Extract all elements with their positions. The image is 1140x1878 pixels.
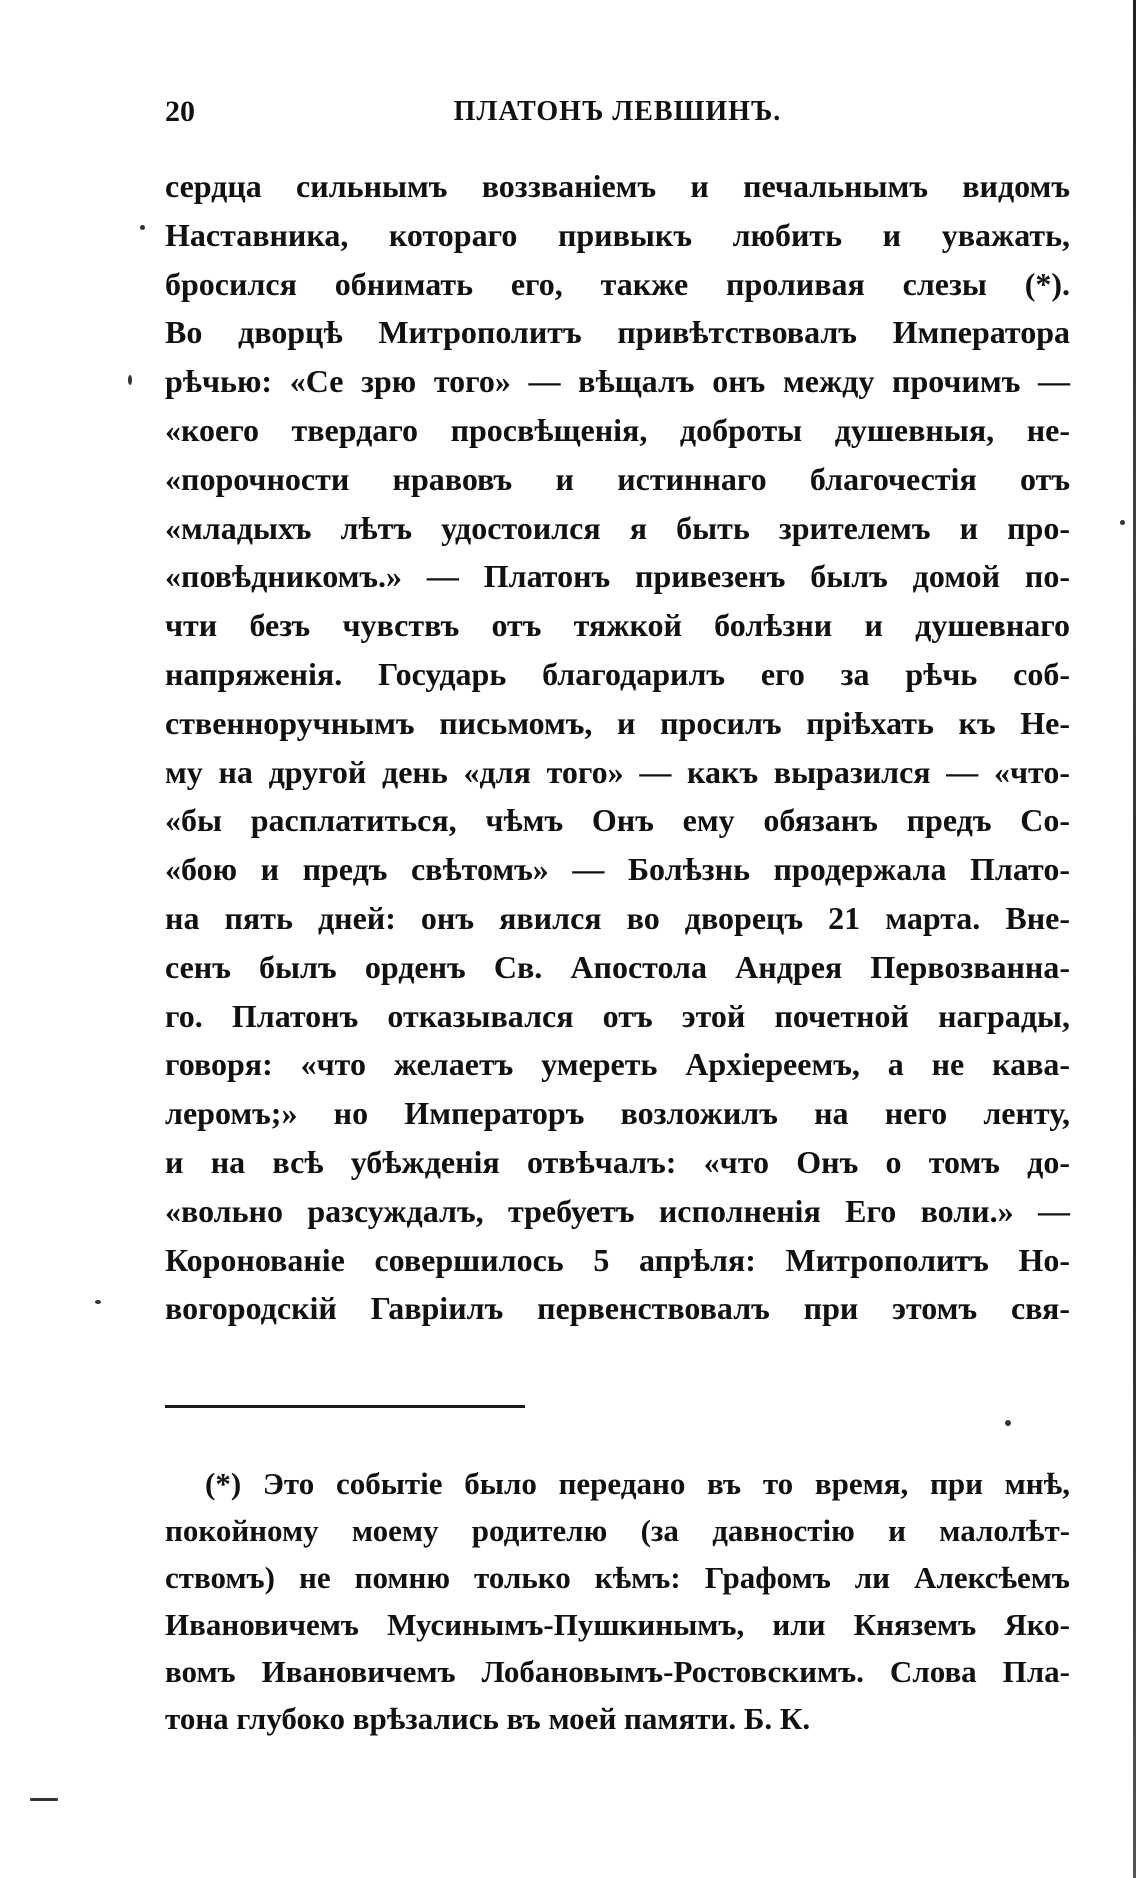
text-line: Во дворцѣ Митрополитъ привѣтствовалъ Императора bbox=[165, 314, 1070, 351]
text-line: Коронованіе совершилось 5 апрѣля: Митрополитъ Но- bbox=[165, 1241, 1070, 1278]
text-line: «коего твердаго просвѣщенія, доброты душевныя, не- bbox=[165, 411, 1070, 448]
text-line: напряженія. Государь благодарилъ его за рѣчь соб- bbox=[165, 655, 1070, 692]
text-line: «повѣдникомъ.» — Платонъ привезенъ былъ домой по- bbox=[165, 558, 1070, 595]
text-line: го. Платонъ отказывался отъ этой почетной награды, bbox=[165, 997, 1070, 1034]
footnote-line: (*) Это событіе было передано въ то время, при мнѣ, bbox=[205, 1466, 1070, 1501]
text-line: сердца сильнымъ воззваніемъ и печальнымъ видомъ bbox=[165, 168, 1070, 204]
footnote-line: покойному моему родителю (за давностію и малолѣт- bbox=[165, 1513, 1070, 1548]
text-line: рѣчью: «Се зрю того» — вѣщалъ онъ между прочимъ — bbox=[165, 363, 1070, 400]
text-line: на пять дней: онъ явился во дворецъ 21 марта. Вне- bbox=[165, 899, 1070, 936]
scan-speck bbox=[140, 225, 145, 230]
footnote-divider bbox=[165, 1405, 525, 1408]
text-line: чти безъ чувствъ отъ тяжкой болѣзни и душевнаго bbox=[165, 607, 1070, 644]
page-number: 20 bbox=[165, 95, 195, 128]
scan-edge-shadow bbox=[1133, 0, 1136, 1878]
scan-speck bbox=[1005, 1420, 1011, 1426]
text-line: «младыхъ лѣтъ удостоился я быть зрителемъ и про- bbox=[165, 509, 1070, 546]
scan-speck bbox=[128, 375, 132, 385]
text-line: сенъ былъ орденъ Св. Апостола Андрея Первозванна- bbox=[165, 948, 1070, 985]
footnote-line: ствомъ) не помню только кѣмъ: Графомъ ли Алексѣемъ bbox=[165, 1560, 1070, 1595]
page-header bbox=[165, 92, 1070, 132]
footnote-line: Ивановичемъ Мусинымъ-Пушкинымъ, или Княземъ Яко- bbox=[165, 1607, 1070, 1642]
text-line: «порочности нравовъ и истиннаго благочестія отъ bbox=[165, 460, 1070, 497]
main-text bbox=[165, 162, 1070, 1333]
text-line: вогородскій Гавріилъ первенствовалъ при этомъ свя- bbox=[165, 1290, 1070, 1327]
text-line: говоря: «что желаетъ умереть Архіереемъ, а не кава- bbox=[165, 1046, 1070, 1083]
footnote bbox=[165, 1460, 1070, 1742]
scan-speck bbox=[1120, 520, 1125, 525]
scan-speck bbox=[95, 1300, 101, 1304]
text-line: му на другой день «для того» — какъ выразился — «что- bbox=[165, 753, 1070, 790]
footnote-line: вомъ Ивановичемъ Лобановымъ-Ростовскимъ. Слова Пла- bbox=[165, 1654, 1070, 1689]
running-title: ПЛАТОНЪ ЛЕВШИНЪ. bbox=[453, 96, 782, 127]
text-line: бросился обнимать его, также проливая слезы (*). bbox=[165, 265, 1070, 302]
scan-speck bbox=[30, 1798, 58, 1801]
text-line: и на всѣ убѣжденія отвѣчалъ: «что Онъ о томъ до- bbox=[165, 1143, 1070, 1180]
text-line: Наставника, котораго привыкъ любить и уважать, bbox=[165, 216, 1070, 253]
footnote-line: тона глубоко врѣзались въ моей памяти. Б. К. bbox=[165, 1701, 811, 1736]
text-line: «бы расплатиться, чѣмъ Онъ ему обязанъ предъ Со- bbox=[165, 802, 1070, 839]
text-line: леромъ;» но Императоръ возложилъ на него ленту, bbox=[165, 1095, 1070, 1132]
text-line: «вольно разсуждалъ, требуетъ исполненія Его воли.» — bbox=[165, 1192, 1070, 1229]
text-line: «бою и предъ свѣтомъ» — Болѣзнь продержала Плато- bbox=[165, 851, 1070, 888]
text-line: ственноручнымъ письмомъ, и просилъ пріѣхать къ Не- bbox=[165, 704, 1070, 741]
